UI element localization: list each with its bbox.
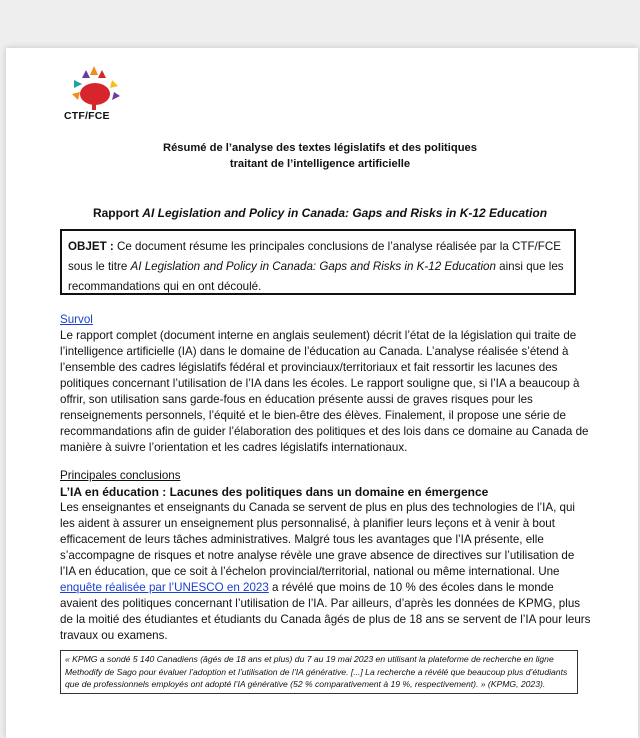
- objet-box: [60, 229, 576, 295]
- objet-text-1: Ce document résume les principales conclusions de l’analyse réalisée par la CTF/FCE sous le titre: [68, 240, 561, 273]
- report-title: [0, 206, 640, 220]
- objet-label: OBJET :: [68, 240, 114, 253]
- document-title-line-2: traitant de l’intelligence artificielle: [229, 158, 411, 170]
- survol-body: Le rapport complet (document interne en anglais seulement) décrit l’état de la législation qui traite de l’intelligence artificielle (IA) dans le domaine de l’éducation au Canada. L’analyse réalisée s’étend à l’ensemble des cadres législatifs fédéral et provinciaux/territoriaux et fait ressortir les lacunes des politiques concernant l’utilisation de l’IA dans les écoles. Le rapport souligne que, si l’IA a beaucoup à offrir, son utilisation sans garde-fous en éducation présente aussi de graves risques pour les renseignements personnels, l’équité et le bien-être des élèves. Finalement, il propose une série de recommandations afin de guider l’élaboration des politiques et des lois dans ce domaine au Canada de manière à suivre l’orientation et les cadres législatifs internationaux.: [60, 329, 589, 454]
- survol-section: [60, 312, 592, 456]
- report-prefix: Rapport: [92, 206, 143, 220]
- objet-italic-title: AI Legislation and Policy in Canada: Gaps and Risks in K-12 Education: [130, 260, 496, 273]
- conclusions-section: [60, 468, 592, 644]
- conclusions-subheading: L’IA en éducation : Lacunes des politiques dans un domaine en émergence: [60, 485, 489, 499]
- conclusions-body-part-2: a révélé que moins de 10 % des écoles dans le monde avaient des politiques concernant l’utilisation de l’IA. Par ailleurs, d’après les données de KPMG, plus de la moitié des étudiantes et étudiants du Canada âgés de plus de 18 ans se servent de l’IA pour leurs travaux ou examens.: [60, 581, 591, 642]
- conclusions-body-part-1: Les enseignantes et enseignants du Canada se servent de plus en plus des technologies de l’IA, qui les aident à assurer un enseignement plus personnalisé, à planifier leurs leçons et à venir à bout efficacement de leurs tâches administratives. Malgré tous les avantages que l’IA présente, elle s’accompagne de risques et notre analyse révèle une grave absence de directives sur l’utilisation de l’IA en éducation, que ce soit à l’échelon provincial/territorial, national ou même international. Une: [60, 501, 575, 578]
- objet-text-2: ainsi que les recommandations qui en ont découlé.: [68, 260, 564, 293]
- conclusions-body: [60, 500, 592, 644]
- kpmg-quote-box: « KPMG a sondé 5 140 Canadiens (âgés de 18 ans et plus) du 7 au 19 mai 2023 en utilisant la plateforme de recherche en ligne Methodify de Sago pour évaluer l’adoption et l’utilisation de l’IA générative. [...] La recherche a révélé que beaucoup plus d’étudiants que de professionnels employés ont adopté l’IA générative (52 % comparativement à 19 %, respectivement). » (KPMG, 2023).: [60, 650, 578, 694]
- document-title-line-1: Résumé de l’analyse des textes législatifs et des politiques: [163, 142, 477, 154]
- conclusions-heading: Principales conclusions: [60, 469, 181, 482]
- report-name: AI Legislation and Policy in Canada: Gaps and Risks in K-12 Education: [142, 206, 548, 220]
- logo-text: CTF/FCE: [64, 110, 110, 122]
- unesco-survey-link[interactable]: enquête réalisée par l’UNESCO en 2023: [60, 581, 269, 594]
- survol-heading-link[interactable]: Survol: [60, 313, 93, 326]
